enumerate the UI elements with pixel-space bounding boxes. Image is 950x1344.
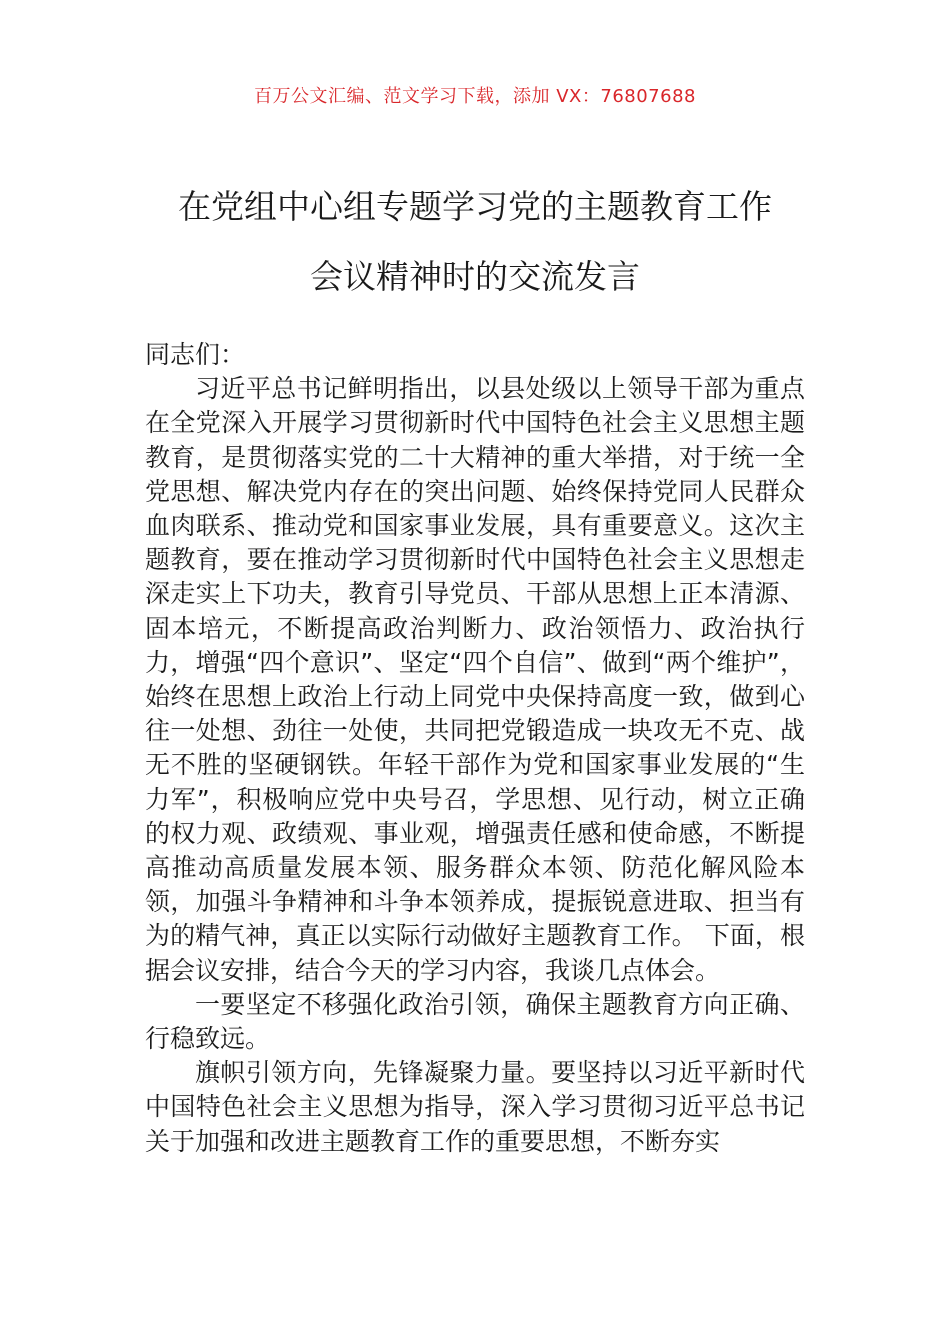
document-title (60, 172, 890, 312)
document-body (145, 338, 805, 1159)
paragraph-3: 旗帜引领方向，先锋凝聚力量。要坚持以习近平新时代中国特色社会主义思想为指导，深入学习贯彻习近平总书记关于加强和改进主题教育工作的重要思想，不断夯实 (145, 1058, 805, 1156)
salutation: 同志们： (145, 340, 246, 369)
title-line-2: 会议精神时的交流发言 (310, 257, 640, 296)
title-line-1: 在党组中心组专题学习党的主题教育工作 (178, 187, 772, 226)
paragraph-1: 习近平总书记鲜明指出，以县处级以上领导干部为重点在全党深入开展学习贯彻新时代中国特色社会主义思想主题教育，是贯彻落实党的二十大精神的重大举措，对于统一全党思想、解决党内存在的突出问题、始终保持党同人民群众血肉联系、推动党和国家事业发展，具有重要意义。这次主题教育，要在推动学习贯彻新时代中国特色社会主义思想走深走实上下功夫，教育引导党员、干部从思想上正本清源、固本培元，不断提高政治判断力、政治领悟力、政治执行力，增强“四个意识”、坚定“四个自信”、做到“两个维护”，始终在思想上政治上行动上同党中央保持高度一致，做到心往一处想、劲往一处使，共同把党锻造成一块攻无不克、战无不胜的坚硬钢铁。年轻干部作为党和国家事业发展的“生力军”，积极响应党中央号召，学思想、见行动，树立正确的权力观、政绩观、事业观，增强责任感和使命感，不断提高推动高质量发展本领、服务群众本领、防范化解风险本领，加强斗争精神和斗争本领养成，提振锐意进取、担当有为的精气神，真正以实际行动做好主题教育工作。 下面，根据会议安排，结合今天的学习内容，我谈几点体会。 (145, 374, 805, 985)
header-note: 百万公文汇编、范文学习下载，添加 VX：76807688 (254, 86, 696, 107)
paragraph-2: 一要坚定不移强化政治引领，确保主题教育方向正确、行稳致远。 (145, 989, 805, 1054)
